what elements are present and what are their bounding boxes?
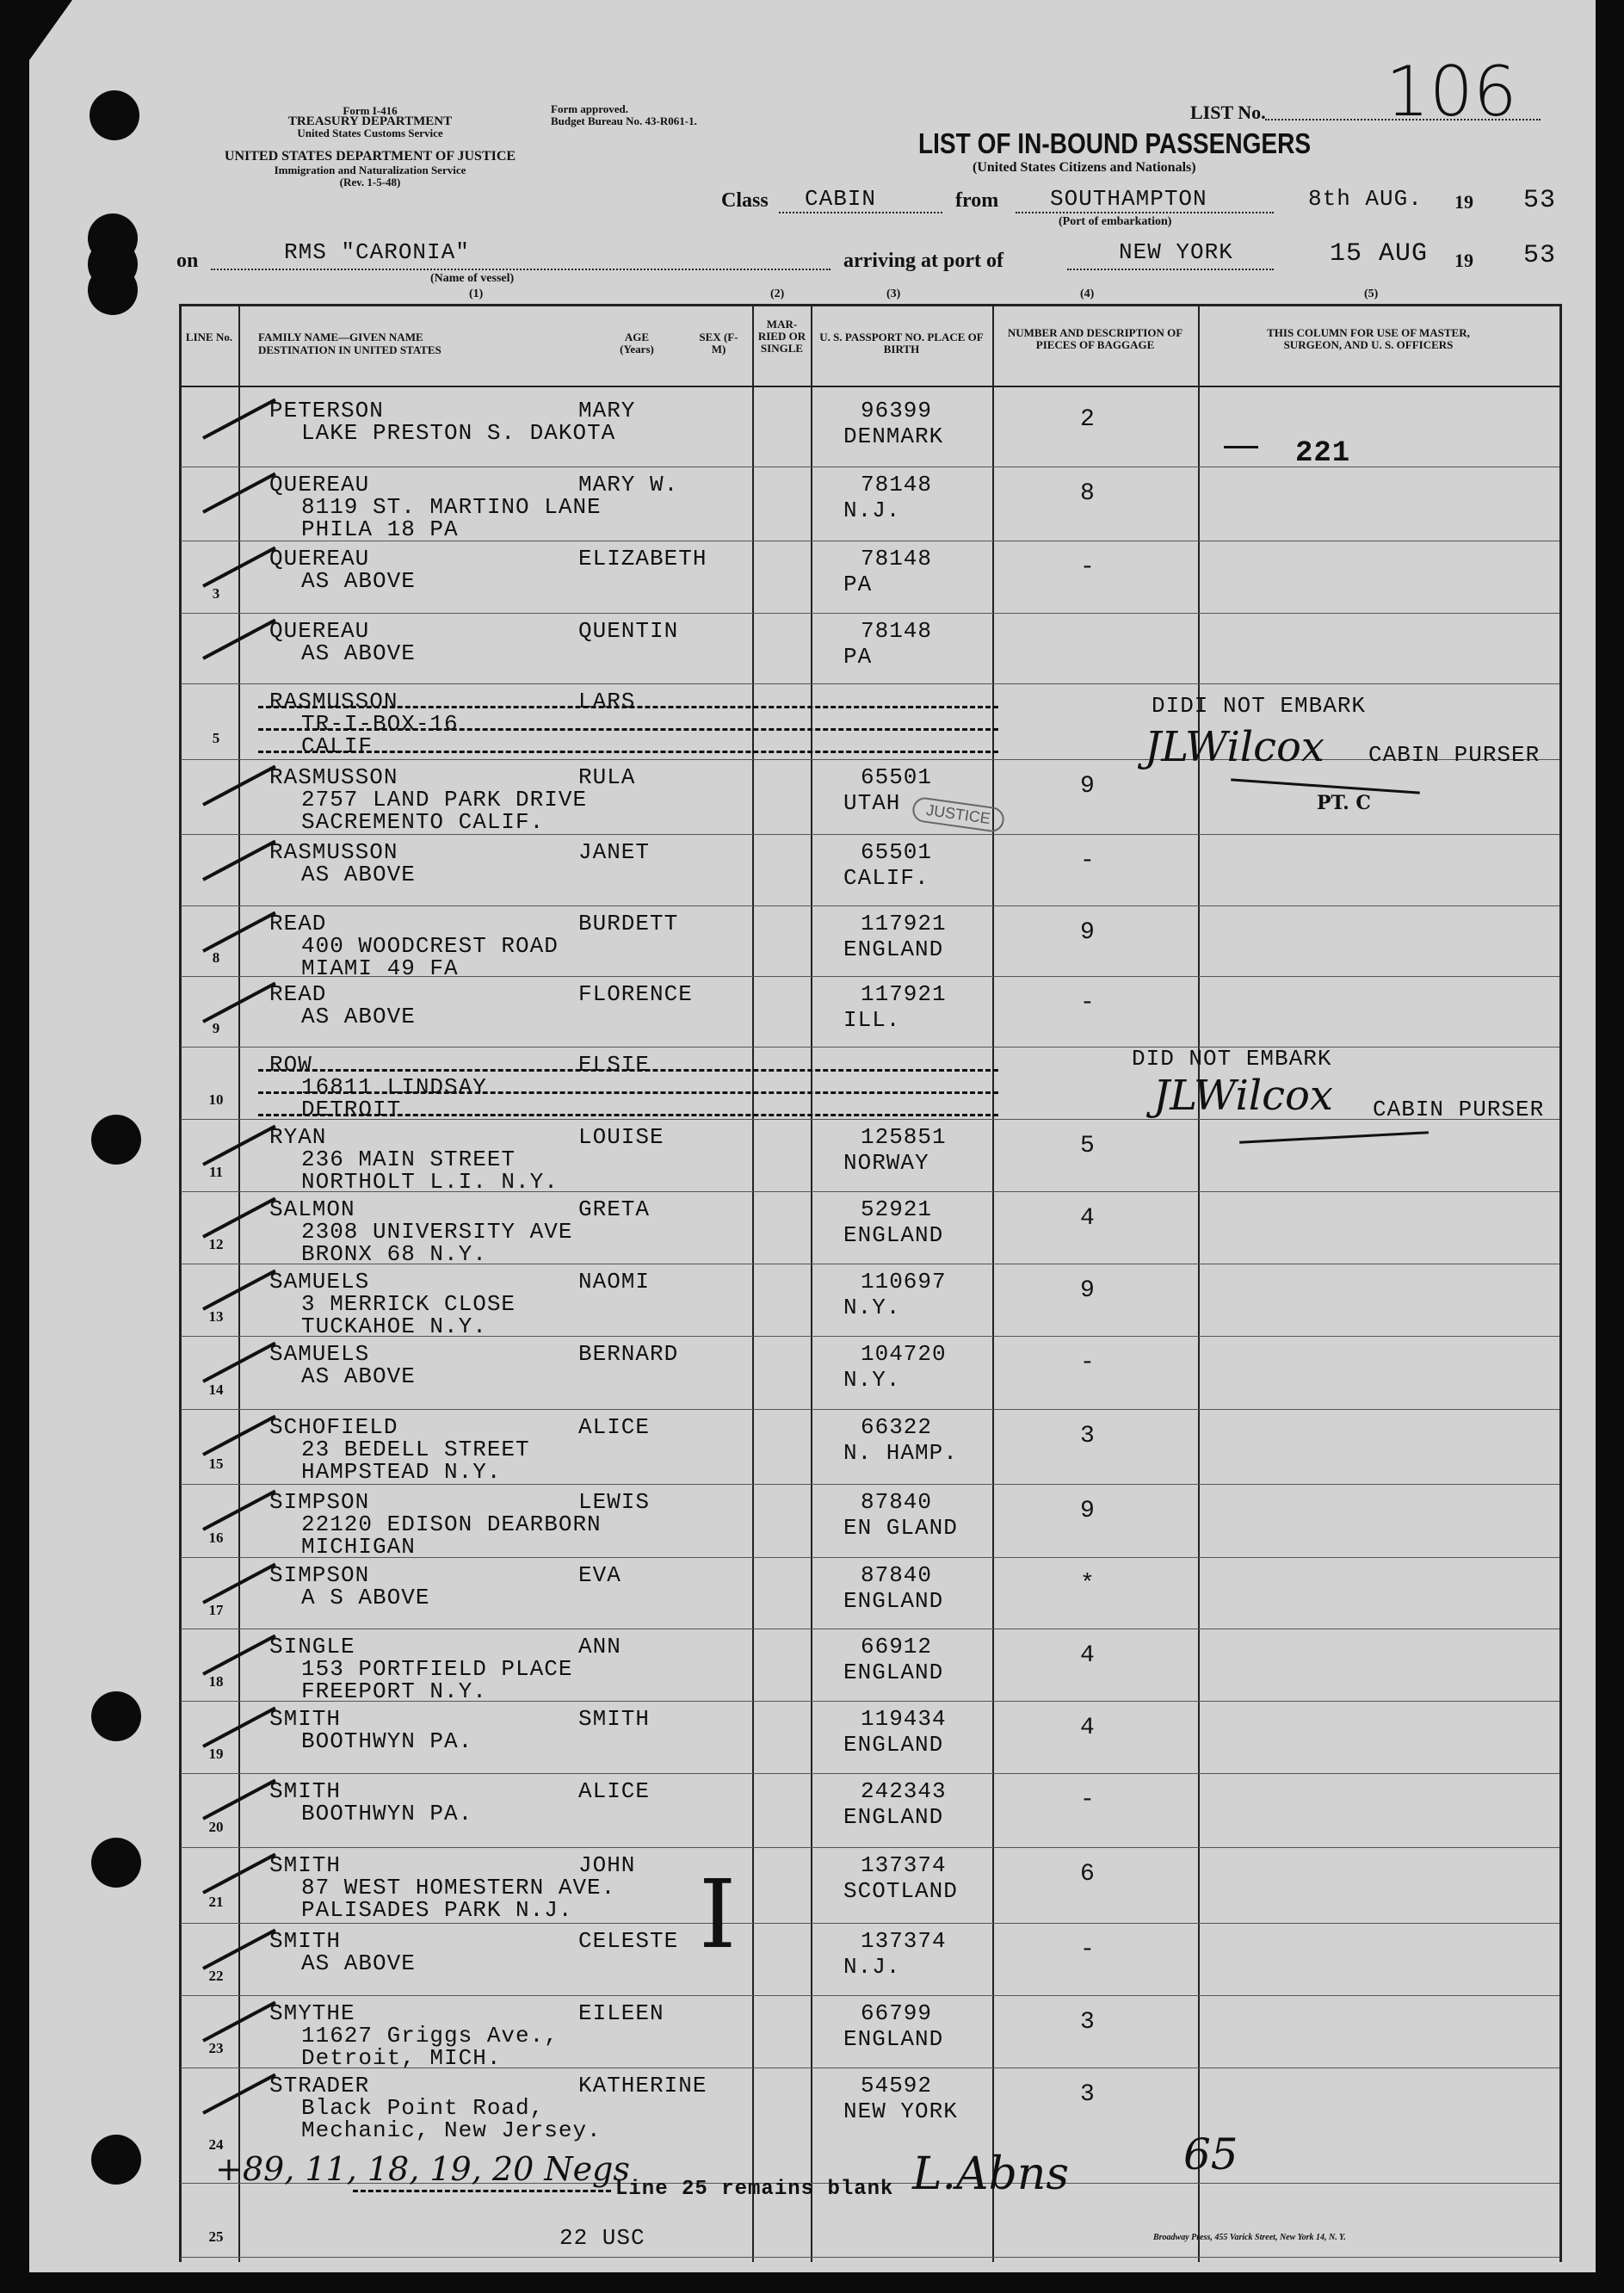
line-number: 9 — [212, 1020, 220, 1036]
destination-line: 2757 LAND PARK DRIVE — [301, 787, 588, 813]
col-num-3: (3) — [886, 287, 901, 300]
destination-line: Mechanic, New Jersey. — [301, 2117, 602, 2143]
col-num-5: (5) — [1364, 287, 1379, 300]
form-title: LIST OF IN-BOUND PASSENGERS — [918, 127, 1312, 159]
given-name: ELIZABETH — [578, 546, 707, 572]
place-of-birth: ENGLAND — [843, 1222, 944, 1248]
destination-line: BRONX 68 N.Y. — [301, 1241, 487, 1267]
baggage-count: 4 — [1080, 1642, 1096, 1669]
line-number: 24 — [208, 2136, 224, 2153]
cabin-purser-1: CABIN PURSER — [1368, 742, 1541, 768]
destination-line: 400 WOODCREST ROAD — [301, 933, 559, 959]
family-name: SCHOFIELD — [269, 1414, 398, 1440]
family-name: PETERSON — [269, 398, 384, 423]
baggage-count: 3 — [1080, 2009, 1096, 2036]
line-number: 22 — [208, 1968, 224, 1984]
family-name: SMYTHE — [269, 2000, 355, 2026]
arrival-port: NEW YORK — [1119, 239, 1233, 265]
line-number: 13 — [208, 1308, 224, 1325]
list-no-label: LIST No. — [1190, 102, 1266, 123]
line-number: 21 — [208, 1894, 224, 1910]
place-of-birth: ENGLAND — [843, 1732, 944, 1758]
passport-no: 52921 — [861, 1196, 933, 1222]
line-number: 14 — [208, 1381, 224, 1398]
from-label: from — [955, 189, 999, 212]
given-name: JANET — [578, 839, 651, 865]
strike-line — [258, 1091, 998, 1094]
given-name: BURDETT — [578, 911, 679, 936]
class-value: CABIN — [805, 186, 877, 212]
on-label: on — [176, 250, 199, 272]
family-name: READ — [269, 911, 327, 936]
line-number: 3 — [212, 585, 220, 602]
header-line-no: LINE No. — [185, 331, 233, 343]
baggage-count: 2 — [1080, 406, 1096, 433]
destination-line: 153 PORTFIELD PLACE — [301, 1656, 573, 1682]
place-of-birth: UTAH — [843, 790, 901, 816]
passport-no: 66799 — [861, 2000, 933, 2026]
line-25-note: Line 25 remains blank — [615, 2178, 894, 2201]
line-number: 18 — [208, 1673, 224, 1690]
justice-stamp: JUSTICE — [911, 796, 1006, 834]
given-name: ALICE — [578, 1778, 651, 1804]
strike-line — [258, 1114, 998, 1116]
baggage-count: 8 — [1080, 480, 1096, 507]
family-name: RASMUSSON — [269, 764, 398, 790]
did-not-embark-2: DID NOT EMBARK — [1132, 1046, 1332, 1072]
passport-no: 117921 — [861, 981, 947, 1007]
header-officers: THIS COLUMN FOR USE OF MASTER, SURGEON, AND U. S. OFFICERS — [1267, 326, 1470, 351]
place-of-birth: CALIF. — [843, 865, 929, 891]
passport-no: 66912 — [861, 1634, 933, 1659]
destination-line: 8119 ST. MARTINO LANE — [301, 494, 602, 520]
embarkation-note: (Port of embarkation) — [1059, 215, 1172, 228]
given-name: RULA — [578, 764, 636, 790]
baggage-count: 4 — [1080, 1715, 1096, 1741]
did-not-embark-1: DIDI NOT EMBARK — [1152, 693, 1367, 719]
year-prefix-2: 19 — [1454, 250, 1473, 271]
departure-year: 53 — [1523, 186, 1557, 215]
place-of-birth: N.Y. — [843, 1367, 901, 1393]
line-number: 8 — [212, 949, 220, 966]
destination-line: 23 BEDELL STREET — [301, 1437, 530, 1462]
destination-line: HAMPSTEAD N.Y. — [301, 1459, 502, 1485]
baggage-count: - — [1080, 848, 1096, 875]
passport-no: 78148 — [861, 472, 933, 498]
passport-no: 78148 — [861, 546, 933, 572]
year-prefix-1: 19 — [1454, 191, 1473, 213]
given-name: ALICE — [578, 1414, 651, 1440]
row-divider — [181, 759, 1559, 760]
passport-no: 54592 — [861, 2073, 933, 2098]
destination-line: 3 MERRICK CLOSE — [301, 1291, 516, 1317]
place-of-birth: ENGLAND — [843, 1588, 944, 1614]
purser-signature-1: JLWilcox — [1145, 723, 1325, 771]
place-of-birth: N.J. — [843, 1954, 901, 1980]
passport-no: 137374 — [861, 1928, 947, 1954]
destination-line: AS ABOVE — [301, 1363, 416, 1389]
given-name: LEWIS — [578, 1489, 651, 1515]
passport-no: 119434 — [861, 1706, 947, 1732]
strike-line — [258, 728, 998, 731]
destination-line: 87 WEST HOMESTERN AVE. — [301, 1875, 616, 1901]
revision: (Rev. 1-5-48) — [339, 176, 401, 189]
place-of-birth: NORWAY — [843, 1150, 929, 1176]
budget-bureau: Budget Bureau No. 43-R061-1. — [551, 114, 697, 127]
footer-code: 22 USC — [559, 2225, 645, 2251]
line-number: 10 — [208, 1091, 224, 1108]
row-divider — [181, 1047, 1559, 1048]
family-name: RASMUSSON — [269, 689, 398, 714]
place-of-birth: N.Y. — [843, 1295, 901, 1320]
destination-line: BOOTHWYN PA. — [301, 1801, 473, 1826]
passport-no: 78148 — [861, 618, 933, 644]
passport-no: 96399 — [861, 398, 933, 423]
place-of-birth: EN GLAND — [843, 1515, 958, 1541]
count-221: 221 — [1295, 437, 1351, 470]
destination-line: CALIF — [301, 733, 374, 759]
destination-line: 2308 UNIVERSITY AVE — [301, 1219, 573, 1245]
place-of-birth: PA — [843, 644, 873, 670]
baggage-count: * — [1080, 1571, 1096, 1598]
ins: Immigration and Naturalization Service — [274, 164, 466, 176]
destination-line: LAKE PRESTON S. DAKOTA — [301, 420, 616, 446]
baggage-count: - — [1080, 990, 1096, 1017]
row-divider — [181, 1773, 1559, 1774]
line-number: 12 — [208, 1236, 224, 1252]
passport-no: 87840 — [861, 1489, 933, 1515]
place-of-birth: DENMARK — [843, 423, 944, 449]
place-of-birth: ENGLAND — [843, 1804, 944, 1830]
given-name: LOUISE — [578, 1124, 664, 1150]
destination-line: AS ABOVE — [301, 640, 416, 666]
baggage-count: 6 — [1080, 1861, 1096, 1888]
row-divider — [181, 1995, 1559, 1996]
header-age: AGE (Years) — [620, 331, 654, 355]
header-married: MAR- RIED OR SINGLE — [757, 318, 806, 355]
line-number: 17 — [208, 1602, 224, 1618]
baggage-count: 3 — [1080, 2081, 1096, 2108]
destination-line: MIAMI 49 FA — [301, 955, 459, 981]
family-name: SAMUELS — [269, 1269, 370, 1295]
family-name: SMITH — [269, 1706, 342, 1732]
given-name: NAOMI — [578, 1269, 651, 1295]
family-name: SINGLE — [269, 1634, 355, 1659]
row-divider — [181, 613, 1559, 614]
punch-hole — [88, 265, 138, 315]
passport-no: 87840 — [861, 1562, 933, 1588]
line-number: 19 — [208, 1746, 224, 1762]
place-of-birth: ILL. — [843, 1007, 901, 1033]
strike-line — [258, 751, 998, 753]
baggage-count: - — [1080, 554, 1096, 581]
header-passport: U. S. PASSPORT NO. PLACE OF BIRTH — [819, 331, 984, 355]
punch-hole — [91, 1115, 141, 1165]
departure-date: 8th AUG. — [1308, 186, 1423, 212]
purser-signature-2: JLWilcox — [1153, 1072, 1333, 1120]
given-name: LARS — [578, 689, 636, 714]
destination-line: 16811 LINDSAY — [301, 1074, 487, 1100]
arriving-label: arriving at port of — [843, 250, 1003, 272]
destination-line: 22120 EDISON DEARBORN — [301, 1511, 602, 1537]
passport-no: 137374 — [861, 1852, 947, 1878]
header-baggage: NUMBER AND DESCRIPTION OF PIECES OF BAGGAGE — [1007, 326, 1183, 351]
destination-line: PHILA 18 PA — [301, 516, 459, 542]
form-subtitle: (United States Citizens and Nationals) — [973, 160, 1196, 175]
strike-line — [258, 1069, 998, 1072]
family-name: QUEREAU — [269, 618, 370, 644]
punch-hole — [91, 1838, 141, 1888]
destination-line: NORTHOLT L.I. N.Y. — [301, 1169, 559, 1195]
form-number: Form I-416 — [343, 104, 398, 117]
destination-line: PALISADES PARK N.J. — [301, 1897, 573, 1923]
given-name: KATHERINE — [578, 2073, 707, 2098]
given-name: CELESTE — [578, 1928, 679, 1954]
baggage-count: 4 — [1080, 1205, 1096, 1232]
family-name: RASMUSSON — [269, 839, 398, 865]
col-num-4: (4) — [1080, 287, 1095, 300]
destination-line: TUCKAHOE N.Y. — [301, 1313, 487, 1339]
destination-line: AS ABOVE — [301, 862, 416, 887]
header-sex: SEX (F-M) — [699, 331, 738, 355]
passport-no: 242343 — [861, 1778, 947, 1804]
given-name: GRETA — [578, 1196, 651, 1222]
col-num-1: (1) — [469, 287, 484, 300]
baggage-count: - — [1080, 1937, 1096, 1963]
baggage-count: 9 — [1080, 773, 1096, 800]
destination-line: A S ABOVE — [301, 1585, 430, 1610]
family-name: QUEREAU — [269, 546, 370, 572]
form-approved: Form approved. — [551, 102, 629, 115]
place-of-birth: ENGLAND — [843, 936, 944, 962]
given-name: SMITH — [578, 1706, 651, 1732]
row-divider — [181, 2257, 1559, 2258]
doj: UNITED STATES DEPARTMENT OF JUSTICE — [224, 149, 516, 164]
given-name: MARY — [578, 398, 636, 423]
family-name: RYAN — [269, 1124, 327, 1150]
given-name: EVA — [578, 1562, 621, 1588]
destination-line: FREEPORT N.Y. — [301, 1678, 487, 1704]
given-name: ANN — [578, 1634, 621, 1659]
family-name: SMITH — [269, 1778, 342, 1804]
header-destination: DESTINATION IN UNITED STATES — [258, 343, 442, 356]
family-name: ROW — [269, 1052, 312, 1078]
vessel-name: RMS "CARONIA" — [284, 239, 470, 265]
baggage-count: 9 — [1080, 1498, 1096, 1524]
place-of-birth: ENGLAND — [843, 2026, 944, 2052]
arrival-date: 15 AUG — [1330, 239, 1429, 269]
passport-no: 65501 — [861, 839, 933, 865]
passport-no: 117921 — [861, 911, 947, 936]
destination-line: AS ABOVE — [301, 1004, 416, 1029]
baggage-count: - — [1080, 1350, 1096, 1376]
punch-hole — [90, 90, 139, 140]
cabin-purser-2: CABIN PURSER — [1373, 1097, 1545, 1122]
row-divider — [181, 905, 1559, 906]
family-name: SMITH — [269, 1928, 342, 1954]
family-name: QUEREAU — [269, 472, 370, 498]
treasury-dept: TREASURY DEPARTMENT — [287, 114, 453, 128]
place-of-birth: SCOTLAND — [843, 1878, 958, 1904]
list-number: 106 — [1386, 52, 1517, 132]
strike-line — [258, 706, 998, 708]
baggage-count: 3 — [1080, 1423, 1096, 1449]
count-65: 65 — [1183, 2129, 1238, 2179]
given-name: BERNARD — [578, 1341, 679, 1367]
passport-no: 125851 — [861, 1124, 947, 1150]
destination-line: BOOTHWYN PA. — [301, 1728, 473, 1754]
family-name: SALMON — [269, 1196, 355, 1222]
family-name: READ — [269, 981, 327, 1007]
line-number: 23 — [208, 2040, 224, 2056]
handwritten-line-refs: +89, 11, 18, 19, 20 Negs — [215, 2150, 630, 2188]
passport-no: 65501 — [861, 764, 933, 790]
passport-no: 110697 — [861, 1269, 947, 1295]
baggage-count: - — [1080, 1787, 1096, 1814]
destination-line: 236 MAIN STREET — [301, 1146, 516, 1172]
row-divider — [181, 683, 1559, 684]
col-num-2: (2) — [770, 287, 785, 300]
family-name: SIMPSON — [269, 1562, 370, 1588]
family-name: SIMPSON — [269, 1489, 370, 1515]
given-name: MARY W. — [578, 472, 679, 498]
place-of-birth: PA — [843, 572, 873, 597]
punch-hole — [91, 2135, 141, 2185]
printer-credit: Broadway Press, 455 Varick Street, New York 14, N. Y. — [1153, 2233, 1346, 2242]
destination-line: Detroit, MICH. — [301, 2045, 502, 2071]
line-number: 5 — [212, 730, 220, 746]
given-name: FLORENCE — [578, 981, 693, 1007]
family-name: SAMUELS — [269, 1341, 370, 1367]
row-divider — [181, 1923, 1559, 1924]
baggage-count: 9 — [1080, 1277, 1096, 1304]
family-name: SMITH — [269, 1852, 342, 1878]
destination-line: AS ABOVE — [301, 568, 416, 594]
given-name: EILEEN — [578, 2000, 664, 2026]
vessel-note: (Name of vessel) — [430, 272, 515, 285]
row-divider — [181, 1847, 1559, 1848]
destination-line: Black Point Road, — [301, 2095, 545, 2121]
given-name: JOHN — [578, 1852, 636, 1878]
given-name: QUENTIN — [578, 618, 679, 644]
header-name: FAMILY NAME—GIVEN NAME — [258, 331, 423, 343]
place-of-birth: N. HAMP. — [843, 1440, 958, 1466]
baggage-count: 5 — [1080, 1133, 1096, 1159]
passport-no: 66322 — [861, 1414, 933, 1440]
destination-line: SACREMENTO CALIF. — [301, 809, 545, 835]
initials-signature: L.Abns — [912, 2148, 1070, 2200]
passport-no: 104720 — [861, 1341, 947, 1367]
row-divider — [181, 1409, 1559, 1410]
line-number: 25 — [208, 2228, 224, 2245]
arrival-year: 53 — [1523, 241, 1557, 270]
place-of-birth: ENGLAND — [843, 1659, 944, 1685]
customs-service: United States Customs Service — [297, 127, 443, 139]
destination-line: AS ABOVE — [301, 1950, 416, 1976]
destination-line: 11627 Griggs Ave., — [301, 2023, 559, 2049]
pt-note: PT. C — [1317, 792, 1371, 814]
destination-line: MICHIGAN — [301, 1534, 416, 1560]
line-number: 20 — [208, 1819, 224, 1835]
given-name: ELSIE — [578, 1052, 651, 1078]
baggage-count: 9 — [1080, 919, 1096, 946]
family-name: STRADER — [269, 2073, 370, 2098]
punch-hole — [91, 1691, 141, 1741]
destination-line: DETROIT — [301, 1097, 402, 1122]
mark-I: I — [699, 1859, 737, 1969]
line-number: 16 — [208, 1530, 224, 1546]
place-of-birth: NEW YORK — [843, 2098, 958, 2124]
destination-line: TR-I-BOX-16 — [301, 711, 459, 737]
from-port: SOUTHAMPTON — [1050, 186, 1207, 212]
place-of-birth: N.J. — [843, 498, 901, 523]
line-number: 15 — [208, 1456, 224, 1472]
line-number: 11 — [208, 1164, 224, 1180]
class-label: Class — [721, 189, 769, 212]
